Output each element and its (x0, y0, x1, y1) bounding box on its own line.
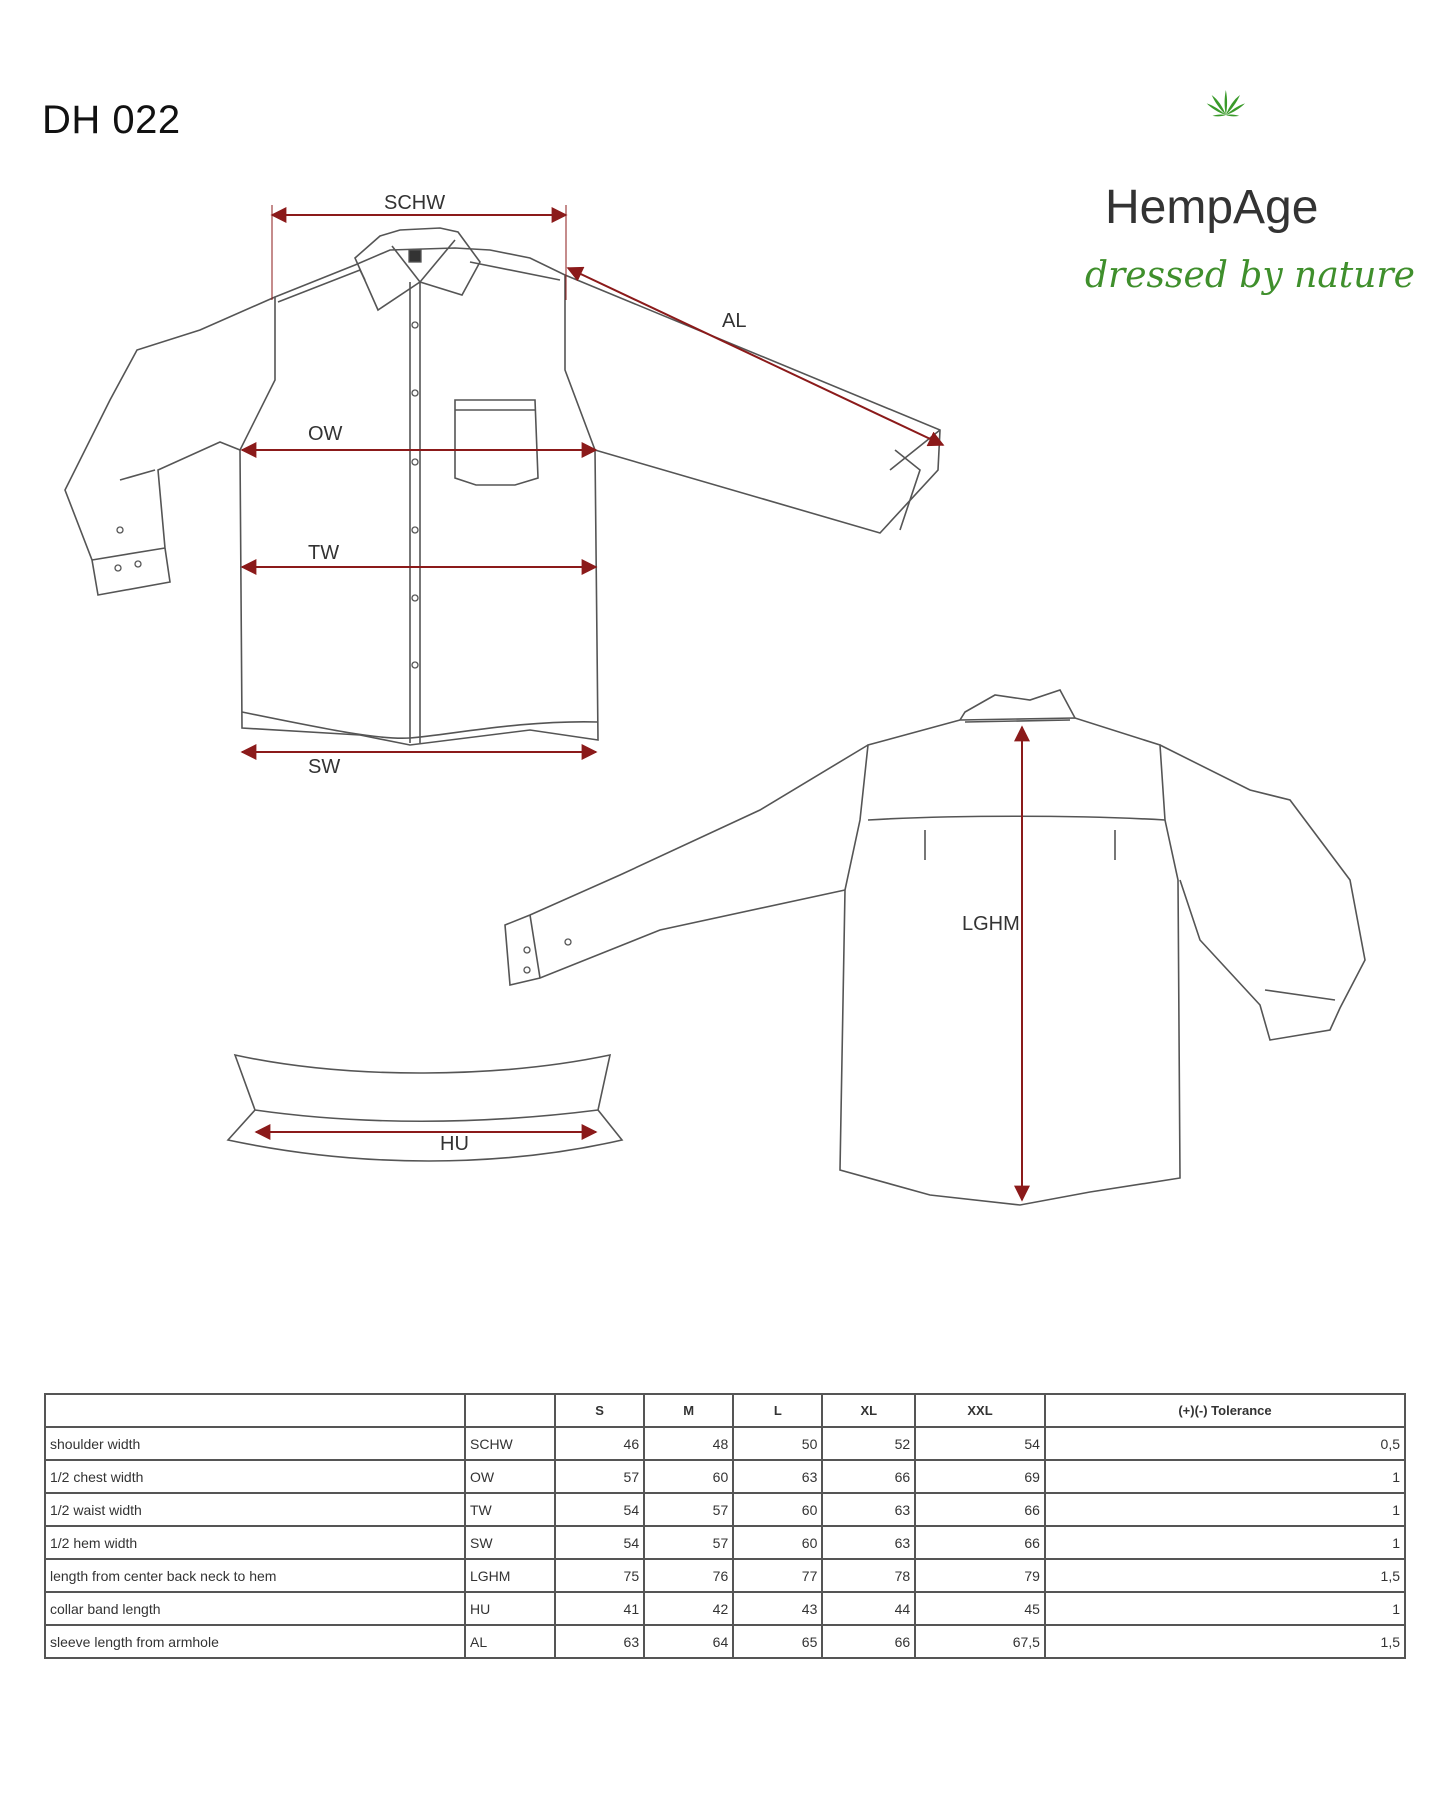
size-specification-table (44, 1393, 1406, 1659)
cell-m: 42 (644, 1592, 733, 1625)
label-tw: TW (308, 542, 340, 564)
cell-s: 54 (555, 1526, 644, 1559)
row-description: 1/2 waist width (45, 1493, 465, 1526)
row-code: TW (465, 1493, 555, 1526)
cell-xl: 66 (822, 1460, 915, 1493)
measurement-lines (242, 205, 1022, 1200)
cell-s: 46 (555, 1427, 644, 1460)
table-row (45, 1559, 1405, 1592)
shirt-back-outline (505, 690, 1365, 1205)
table-row (45, 1625, 1405, 1658)
cell-tolerance: 1 (1045, 1493, 1405, 1526)
cell-tolerance: 1 (1045, 1526, 1405, 1559)
cell-tolerance: 1 (1045, 1460, 1405, 1493)
model-code: DH 022 (42, 98, 181, 142)
collar-band-outline (228, 1055, 622, 1161)
cell-m: 64 (644, 1625, 733, 1658)
header-size-xxl: XXL (915, 1394, 1045, 1427)
table-row (45, 1427, 1405, 1460)
cell-tolerance: 0,5 (1045, 1427, 1405, 1460)
cell-l: 43 (733, 1592, 822, 1625)
label-schw: SCHW (384, 192, 446, 214)
header-size-s: S (555, 1394, 644, 1427)
cell-xxl: 66 (915, 1493, 1045, 1526)
cell-xl: 63 (822, 1526, 915, 1559)
label-ow: OW (308, 423, 343, 445)
cell-s: 41 (555, 1592, 644, 1625)
table-row (45, 1460, 1405, 1493)
header-size-m: M (644, 1394, 733, 1427)
table-row (45, 1526, 1405, 1559)
shirt-front-outline (65, 228, 940, 745)
cell-l: 63 (733, 1460, 822, 1493)
cell-tolerance: 1 (1045, 1592, 1405, 1625)
cell-m: 76 (644, 1559, 733, 1592)
row-description: 1/2 hem width (45, 1526, 465, 1559)
cell-m: 57 (644, 1493, 733, 1526)
cell-s: 54 (555, 1493, 644, 1526)
header-size-l: L (733, 1394, 822, 1427)
label-lghm: LGHM (962, 913, 1020, 935)
table-row (45, 1493, 1405, 1526)
label-sw: SW (308, 756, 341, 778)
cell-xl: 78 (822, 1559, 915, 1592)
cell-l: 50 (733, 1427, 822, 1460)
header-size-xl: XL (822, 1394, 915, 1427)
row-description: 1/2 chest width (45, 1460, 465, 1493)
cell-xl: 66 (822, 1625, 915, 1658)
cell-l: 60 (733, 1526, 822, 1559)
cell-xxl: 66 (915, 1526, 1045, 1559)
row-description: length from center back neck to hem (45, 1559, 465, 1592)
label-hu: HU (440, 1133, 469, 1155)
cell-m: 60 (644, 1460, 733, 1493)
cell-xxl: 54 (915, 1427, 1045, 1460)
row-code: HU (465, 1592, 555, 1625)
cell-s: 57 (555, 1460, 644, 1493)
cell-s: 63 (555, 1625, 644, 1658)
table-header-row (45, 1394, 1405, 1427)
cell-s: 75 (555, 1559, 644, 1592)
table-row (45, 1592, 1405, 1625)
cell-l: 77 (733, 1559, 822, 1592)
cell-xxl: 45 (915, 1592, 1045, 1625)
header-tolerance: (+)(-) Tolerance (1045, 1394, 1405, 1427)
cell-xxl: 79 (915, 1559, 1045, 1592)
front-buttons (115, 250, 421, 668)
label-al: AL (722, 310, 747, 332)
row-code: SCHW (465, 1427, 555, 1460)
brand-tagline: dressed by nature (1085, 255, 1415, 296)
row-code: AL (465, 1625, 555, 1658)
cell-tolerance: 1,5 (1045, 1625, 1405, 1658)
header-description (45, 1394, 465, 1427)
header-code (465, 1394, 555, 1427)
cell-xxl: 69 (915, 1460, 1045, 1493)
cell-m: 48 (644, 1427, 733, 1460)
cell-xl: 52 (822, 1427, 915, 1460)
row-description: shoulder width (45, 1427, 465, 1460)
row-code: OW (465, 1460, 555, 1493)
cell-l: 65 (733, 1625, 822, 1658)
row-description: sleeve length from armhole (45, 1625, 465, 1658)
row-code: LGHM (465, 1559, 555, 1592)
cell-xl: 63 (822, 1493, 915, 1526)
cell-tolerance: 1,5 (1045, 1559, 1405, 1592)
cell-xxl: 67,5 (915, 1625, 1045, 1658)
brand-name: HempAge (1105, 181, 1319, 234)
row-code: SW (465, 1526, 555, 1559)
cell-m: 57 (644, 1526, 733, 1559)
cell-l: 60 (733, 1493, 822, 1526)
row-description: collar band length (45, 1592, 465, 1625)
cell-xl: 44 (822, 1592, 915, 1625)
